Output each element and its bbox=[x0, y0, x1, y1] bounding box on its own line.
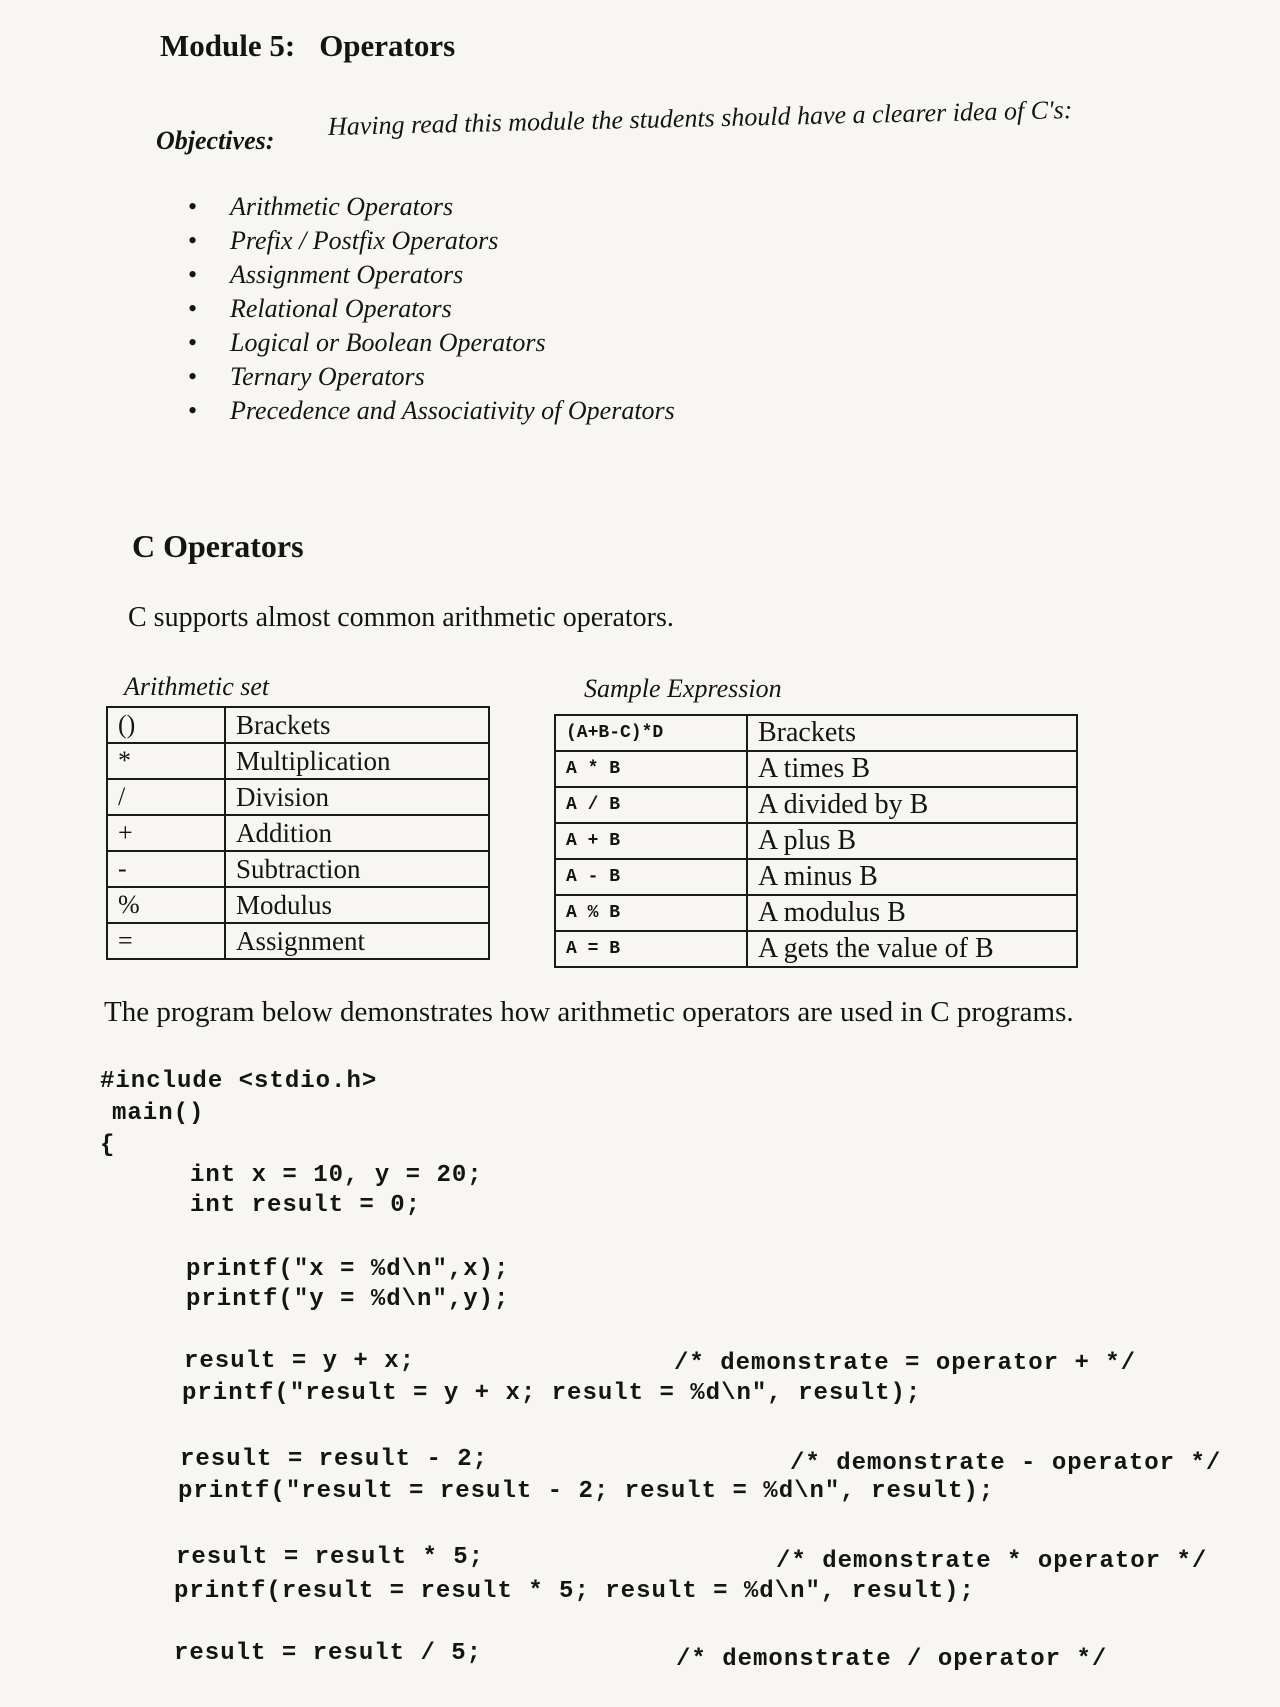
code-line: printf("result = result - 2; result = %d\n", result); bbox=[178, 1478, 995, 1505]
operator-symbol: - bbox=[107, 851, 225, 887]
table-row bbox=[555, 931, 1077, 967]
table-row bbox=[555, 895, 1077, 931]
objectives-label: Objectives: bbox=[156, 126, 275, 155]
table-row bbox=[107, 779, 489, 815]
sample-expression-table bbox=[554, 714, 1078, 968]
operator-name: Brackets bbox=[225, 707, 489, 743]
code-comment: /* demonstrate * operator */ bbox=[776, 1548, 1208, 1575]
list-item: • Relational Operators bbox=[188, 292, 675, 326]
module-title: Operators bbox=[319, 28, 456, 63]
table-row bbox=[107, 743, 489, 779]
section-intro: C supports almost common arithmetic operators. bbox=[128, 602, 674, 633]
table-row bbox=[555, 859, 1077, 895]
operator-name: Addition bbox=[225, 815, 489, 851]
operator-symbol: () bbox=[107, 707, 225, 743]
sample-desc: Brackets bbox=[747, 715, 1077, 751]
list-item: • Ternary Operators bbox=[188, 360, 675, 394]
code-comment: /* demonstrate = operator + */ bbox=[674, 1350, 1137, 1377]
operator-name: Assignment bbox=[225, 923, 489, 959]
sample-desc: A minus B bbox=[747, 859, 1077, 895]
sample-expr: A = B bbox=[555, 931, 747, 967]
table-row bbox=[555, 751, 1077, 787]
sample-expr: A + B bbox=[555, 823, 747, 859]
module-heading bbox=[160, 28, 455, 64]
table-row bbox=[107, 707, 489, 743]
arithmetic-set-table bbox=[106, 706, 490, 960]
operator-symbol: / bbox=[107, 779, 225, 815]
list-item: • Logical or Boolean Operators bbox=[188, 326, 675, 360]
table-row bbox=[107, 923, 489, 959]
operator-name: Multiplication bbox=[225, 743, 489, 779]
operator-symbol: + bbox=[107, 815, 225, 851]
sample-desc: A plus B bbox=[747, 823, 1077, 859]
sample-desc: A modulus B bbox=[747, 895, 1077, 931]
code-line: printf("x = %d\n",x); bbox=[186, 1256, 510, 1283]
list-item: • Arithmetic Operators bbox=[188, 190, 675, 224]
objectives-text: Having read this module the students should have a clearer idea of C's: bbox=[327, 95, 1073, 141]
list-item: • Prefix / Postfix Operators bbox=[188, 224, 675, 258]
table-row bbox=[107, 815, 489, 851]
list-item: • Assignment Operators bbox=[188, 258, 675, 292]
arithmetic-set-caption: Arithmetic set bbox=[124, 672, 270, 701]
code-line: printf("y = %d\n",y); bbox=[186, 1286, 510, 1313]
operator-symbol: = bbox=[107, 923, 225, 959]
sample-expr: A - B bbox=[555, 859, 747, 895]
program-intro: The program below demonstrates how arithmetic operators are used in C programs. bbox=[104, 996, 1074, 1028]
code-line: result = y + x; bbox=[184, 1348, 416, 1375]
code-main: main() bbox=[112, 1100, 205, 1127]
section-title: C Operators bbox=[132, 528, 304, 564]
sample-desc: A gets the value of B bbox=[747, 931, 1077, 967]
table-row bbox=[555, 823, 1077, 859]
code-comment: /* demonstrate - operator */ bbox=[790, 1450, 1222, 1477]
operator-name: Division bbox=[225, 779, 489, 815]
code-line: printf("result = y + x; result = %d\n", result); bbox=[182, 1380, 922, 1407]
table-row bbox=[107, 851, 489, 887]
sample-expr: A / B bbox=[555, 787, 747, 823]
code-line: int x = 10, y = 20; bbox=[190, 1162, 483, 1189]
sample-expr: A % B bbox=[555, 895, 747, 931]
objectives-list bbox=[188, 190, 675, 428]
list-item: • Precedence and Associativity of Operators bbox=[188, 394, 675, 428]
code-line: int result = 0; bbox=[190, 1192, 422, 1219]
sample-desc: A times B bbox=[747, 751, 1077, 787]
code-open-brace: { bbox=[100, 1132, 116, 1159]
sample-desc: A divided by B bbox=[747, 787, 1077, 823]
operator-name: Subtraction bbox=[225, 851, 489, 887]
table-row bbox=[555, 787, 1077, 823]
operator-symbol: * bbox=[107, 743, 225, 779]
code-include: #include <stdio.h> bbox=[100, 1068, 378, 1095]
code-line: result = result - 2; bbox=[180, 1446, 489, 1473]
code-line: result = result / 5; bbox=[174, 1640, 483, 1667]
table-row bbox=[107, 887, 489, 923]
module-number: Module 5: bbox=[160, 28, 296, 63]
operator-name: Modulus bbox=[225, 887, 489, 923]
sample-expr: (A+B-C)*D bbox=[555, 715, 747, 751]
sample-expression-caption: Sample Expression bbox=[584, 674, 782, 703]
code-line: printf(result = result * 5; result = %d\n", result); bbox=[174, 1578, 975, 1605]
table-row bbox=[555, 715, 1077, 751]
code-comment: /* demonstrate / operator */ bbox=[676, 1646, 1108, 1673]
code-line: result = result * 5; bbox=[176, 1544, 485, 1571]
sample-expr: A * B bbox=[555, 751, 747, 787]
operator-symbol: % bbox=[107, 887, 225, 923]
